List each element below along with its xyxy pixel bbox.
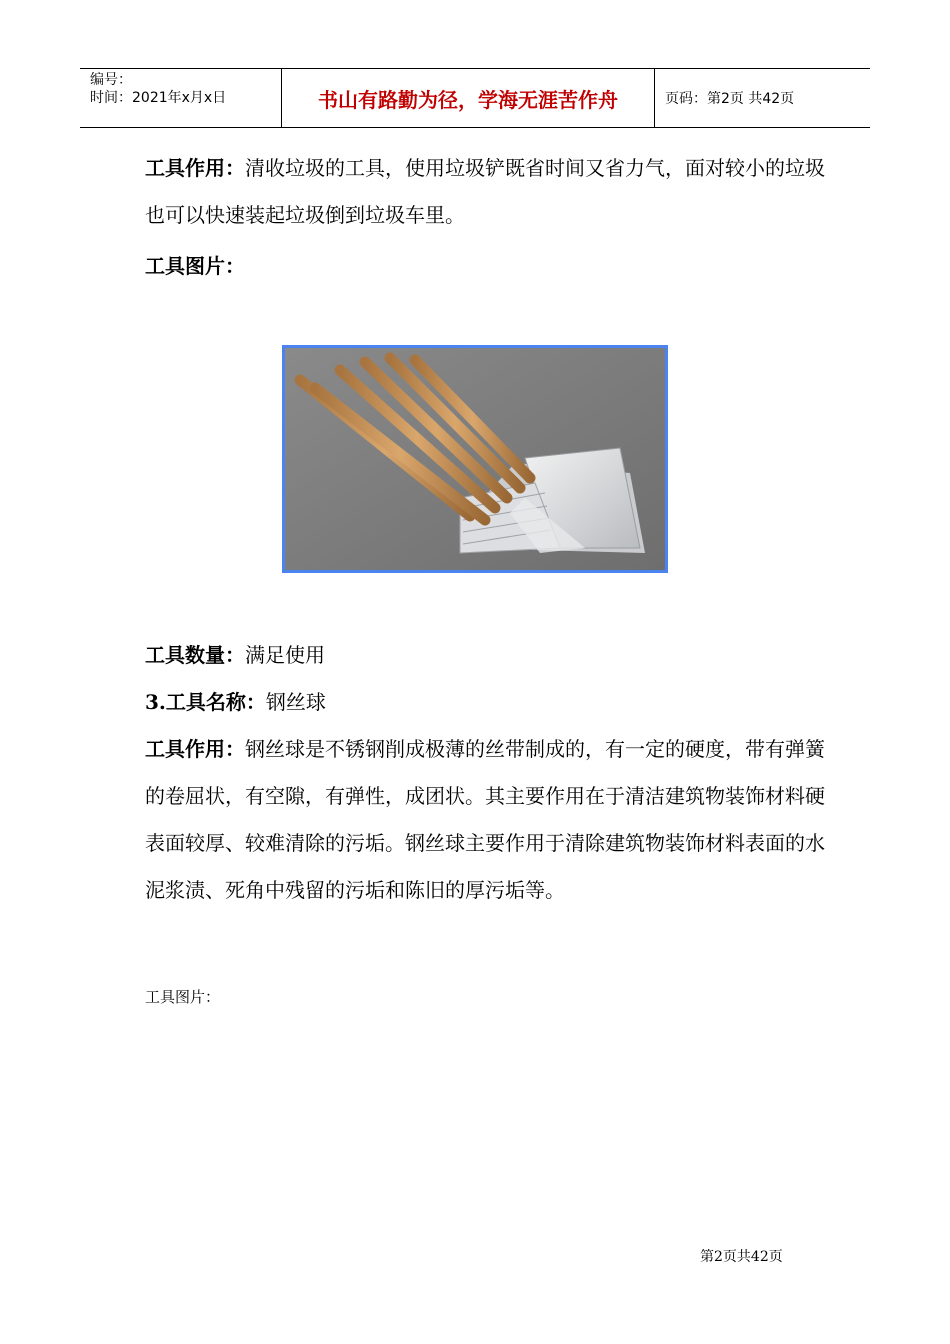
quantity-label: 工具数量： [145,643,245,667]
header-motto: 书山有路勤为径，学海无涯苦作舟 [282,69,655,127]
function-paragraph-3 [145,726,825,914]
quantity-text: 满足使用 [245,643,325,667]
function-label-3: 工具作用： [145,737,245,761]
section1-function [145,145,825,239]
name-paragraph [145,679,825,726]
name-label: 3.工具名称： [145,690,266,714]
section3-name [145,679,825,726]
section3-image-label: 工具图片： [145,988,221,1006]
section1-image-heading [145,243,825,290]
time-label: 时间：2021年x月x日 [90,90,227,106]
page-footer: 第2页共42页 [700,1249,783,1265]
header-meta [80,69,282,127]
dustpan-illustration [285,348,665,570]
name-text: 钢丝球 [265,690,326,714]
dustpan-photo [282,345,668,573]
function-label: 工具作用： [145,156,245,180]
quantity-paragraph [145,632,825,679]
image-label: 工具图片： [145,254,245,278]
number-label: 编号： [90,72,132,88]
page-header [80,68,870,128]
function-text: 清收垃圾的工具，使用垃圾铲既省时间又省力气，面对较小的垃圾也可以快速装起垃圾倒到垃圾车里。 [145,156,825,227]
function-text-3: 钢丝球是不锈钢削成极薄的丝带制成的，有一定的硬度，带有弹簧的卷屈状，有空隙，有弹性，成团状。其主要作用在于清洁建筑物装饰材料硬表面较厚、较难清除的污垢。钢丝球主要作用于清除建筑物装饰材料表面的水泥浆渍、死角中残留的污垢和陈旧的厚污垢等。 [145,737,825,902]
header-page-info: 页码：第2页 共42页 [665,91,795,107]
section3-function [145,726,825,914]
section1-quantity [145,632,825,679]
function-paragraph [145,145,825,239]
